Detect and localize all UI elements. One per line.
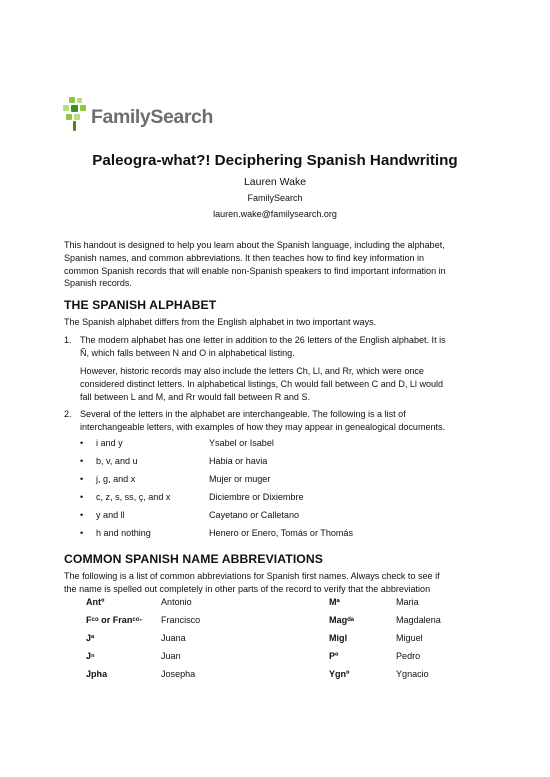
alphabet-point-1-extra: However, historic records may also include the letters Ch, Ll, and Rr, which were once considered distinct letters. In alphabetical listings, Ch would fall between C and D, Ll would fall between L and M, and Rr would fall between R and S. [80, 366, 444, 402]
bullet-icon: • [80, 438, 84, 448]
abbreviations-heading: COMMON SPANISH NAME ABBREVIATIONS [64, 552, 324, 566]
table-row: Jª Juana Migl Miguel [86, 633, 423, 643]
abbreviations-lead: The following is a list of common abbreviations for Spanish first names. Always check to see if the name is spelled out completely in other parts of the record to verify that the abbreviation [64, 571, 440, 594]
bullet-icon: • [80, 456, 84, 466]
familysearch-logo [62, 97, 213, 131]
list-item: • h and nothing Henero or Enero, Tomás or Thomás [80, 528, 353, 538]
alphabet-point-1: The modern alphabet has one letter in addition to the 26 letters of the English alphabet. It is Ñ, which falls between N and O in alphabetical listing. [80, 335, 446, 358]
bullet-icon: • [80, 510, 84, 520]
list-number-2: 2. [64, 409, 72, 419]
bullet-icon: • [80, 528, 84, 538]
table-row: Fᶜᵒ or Franᶜᵒ· Francisco Magᵈᵃ Magdalena [86, 615, 441, 625]
logo-wordmark: FamilySearch [91, 105, 214, 128]
table-row: Jpha Josepha Ygnº Ygnacio [86, 669, 429, 679]
alphabet-lead: The Spanish alphabet differs from the English alphabet in two important ways. [64, 317, 377, 327]
table-row: Antº Antonio Mª Maria [86, 597, 419, 607]
list-item: • j, g, and x Mujer or muger [80, 474, 271, 484]
list-item: • c, z, s, ss, ç, and x Diciembre or Dixiembre [80, 492, 304, 502]
alphabet-point-2: Several of the letters in the alphabet are interchangeable. The following is a list of interchangeable letters, with examples of how they may appear in genealogical documents. [80, 409, 446, 432]
intro-paragraph: This handout is designed to help you learn about the Spanish language, including the alphabet, Spanish names, and common abbreviations. It then teaches how to find key information in common Spanish records that will enable non-Spanish speakers to find important information in Spanish records. [64, 240, 446, 289]
author-name: Lauren Wake [243, 176, 307, 188]
familysearch-tree-icon [62, 97, 88, 131]
bullet-icon: • [80, 474, 84, 484]
bullet-icon: • [80, 492, 84, 502]
table-row: Jⁿ Juan Pº Pedro [86, 651, 421, 661]
document-title: Paleogra-what?! Deciphering Spanish Handwriting [92, 152, 458, 169]
alphabet-heading: THE SPANISH ALPHABET [64, 298, 217, 312]
list-number-1: 1. [64, 335, 72, 345]
list-item: • y and ll Cayetano or Calletano [80, 510, 300, 520]
author-organization: FamilySearch [247, 193, 303, 203]
list-item: • i and y Ysabel or Isabel [80, 438, 274, 448]
list-item: • b, v, and u Habia or havia [80, 456, 268, 466]
author-email: lauren.wake@familysearch.org [213, 209, 337, 219]
